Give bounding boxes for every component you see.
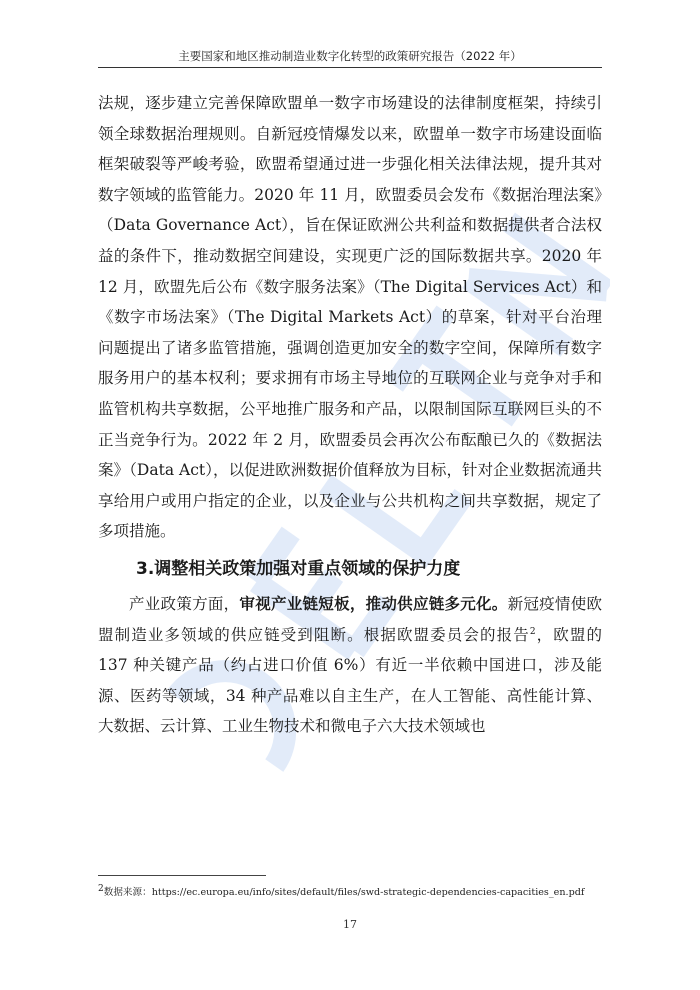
paragraph-text: ，欧盟的 137 种关键产品（约占进口价值 6%）有近一半依赖中国进口，涉及能源、医药等领域，34 种产品难以自主生产，在人工智能、高性能计算、大数据、云计算、工业生物技术和微电子六大技术领域也 [98,625,602,736]
footnote-text: 数据来源：https://ec.europa.eu/info/sites/default/files/swd-strategic-dependencies-capacities_en.pdf [103,887,585,898]
page-number: 17 [343,918,357,931]
paragraph: 法规，逐步建立完善保障欧盟单一数字市场建设的法律制度框架，持续引领全球数据治理规则。自新冠疫情爆发以来，欧盟单一数字市场建设面临框架破裂等严峻考验，欧盟希望通过进一步强化相关法律法规，提升其对数字领域的监管能力。2020 年 11 月，欧盟委员会发布《数据治理法案》（Data Governance Act），旨在保证欧洲公共利益和数据提供者合法权益的条件下，推动数据空间建设，实现更广泛的国际数据共享。2020 年 12 月，欧盟先后公布《数字服务法案》（The Digital Services Act）和《数字市场法案》（The Digital Markets Act）的草案，针对平台治理问题提出了诸多监管措施，强调创造更加安全的数字空间，保障所有数字服务用户的基本权利；要求拥有市场主导地位的互联网企业与竞争对手和监管机构共享数据，公平地推广服务和产品，以限制国际互联网巨头的不正当竞争行为。2022 年 2 月，欧盟委员会再次公布酝酿已久的《数据法案》（Data Act），以促进欧洲数据价值释放为目标，针对企业数据流通共享给用户或用户指定的企业，以及企业与公共机构之间共享数据，规定了多项措施。 [98,94,602,541]
running-header: 主要国家和地区推动制造业数字化转型的政策研究报告（2022 年） [178,49,522,63]
footnote-ref[interactable]: 2 [529,626,536,637]
footnote-marker: 2 [98,883,104,894]
section-heading: 3.调整相关政策加强对重点领域的保护力度 [136,558,461,579]
header-rule [98,67,602,68]
paragraph-text: 新冠疫情使欧盟制造业多领域的供应链受到阻断。根据欧盟委员会的报告 [98,594,602,644]
paragraph-bold: 审视产业链短板，推动供应链多元化。 [239,593,508,613]
paragraph-lead: 产业政策方面， [129,594,240,613]
paragraph [98,589,602,742]
footnote-rule [98,875,266,876]
footnote [98,884,602,898]
body-text [98,88,602,742]
